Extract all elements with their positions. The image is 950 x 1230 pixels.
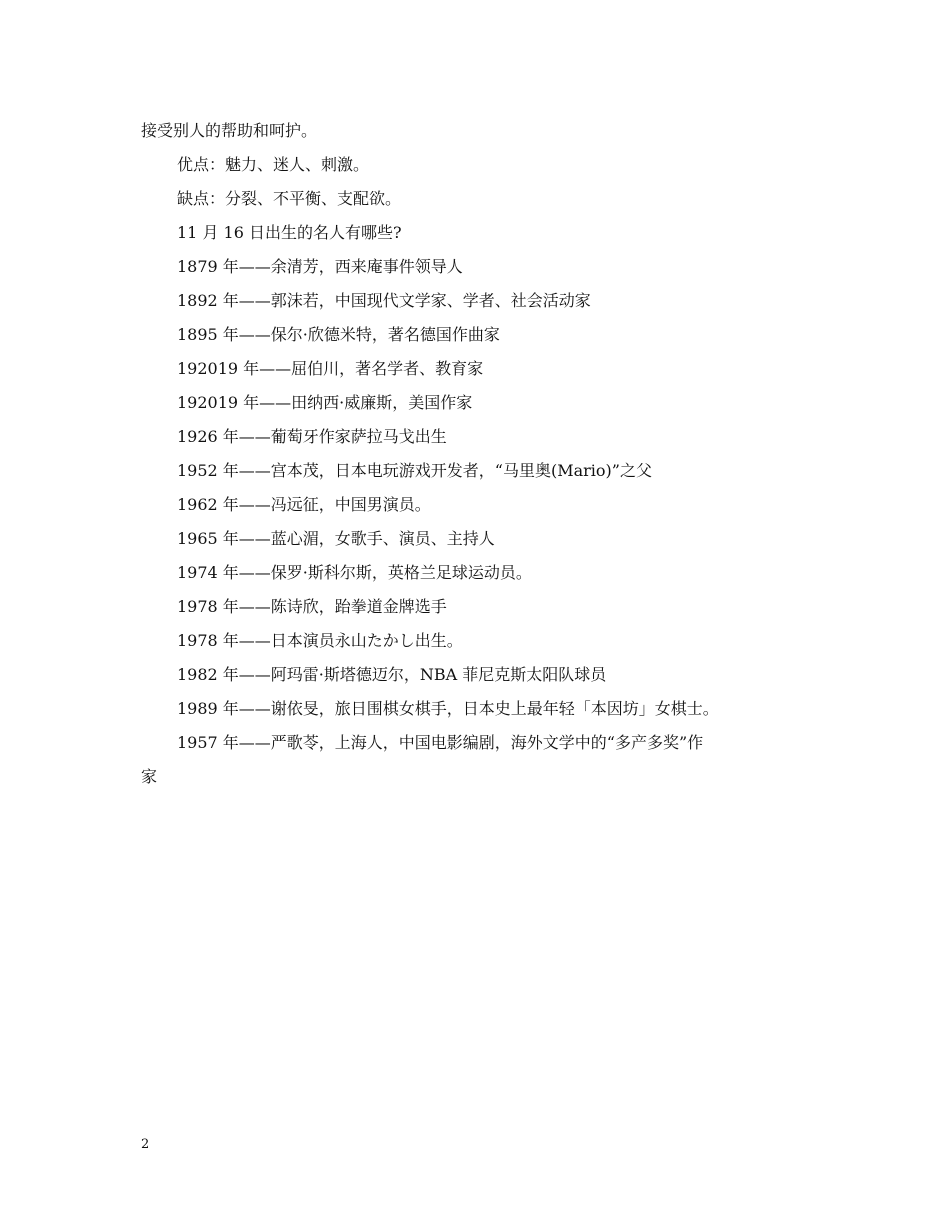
list-item: 1982 年——阿玛雷·斯塔德迈尔，NBA 菲尼克斯太阳队球员: [177, 665, 607, 684]
list-item: 1879 年——余清芳，西来庵事件领导人: [177, 257, 463, 276]
list-item: 192019 年——屈伯川，著名学者、教育家: [177, 359, 484, 378]
list-item: 1974 年——保罗·斯科尔斯，英格兰足球运动员。: [177, 563, 532, 582]
list-item: 192019 年——田纳西·威廉斯，美国作家: [177, 393, 473, 412]
list-item: 1892 年——郭沫若，中国现代文学家、学者、社会活动家: [177, 291, 591, 310]
list-item: 1978 年——陈诗欣，跆拳道金牌选手: [177, 597, 447, 616]
list-item: 1978 年——日本演员永山たかし出生。: [177, 631, 463, 650]
document-body: [141, 114, 813, 794]
text-line: 接受别人的帮助和呵护。: [141, 121, 318, 140]
text-line: 优点：魅力、迷人、刺激。: [177, 155, 370, 174]
list-item: 1926 年——葡萄牙作家萨拉马戈出生: [177, 427, 447, 446]
page-number: 2: [141, 1137, 150, 1152]
list-item: 1952 年——宫本茂，日本电玩游戏开发者，“马里奥(Mario)”之父: [177, 461, 652, 480]
text-line: 缺点：分裂、不平衡、支配欲。: [177, 189, 402, 208]
list-item: 1895 年——保尔·欣德米特，著名德国作曲家: [177, 325, 500, 344]
list-item-continuation: 家: [141, 767, 158, 786]
list-item: 1962 年——冯远征，中国男演员。: [177, 495, 431, 514]
section-question: 11 月 16 日出生的名人有哪些?: [177, 223, 402, 242]
list-item: 1957 年——严歌苓，上海人，中国电影编剧，海外文学中的“多产多奖”作: [177, 733, 704, 752]
list-item: 1965 年——蓝心湄，女歌手、演员、主持人: [177, 529, 495, 548]
list-item: 1989 年——谢依旻，旅日围棋女棋手，日本史上最年轻「本因坊」女棋士。: [177, 699, 719, 718]
